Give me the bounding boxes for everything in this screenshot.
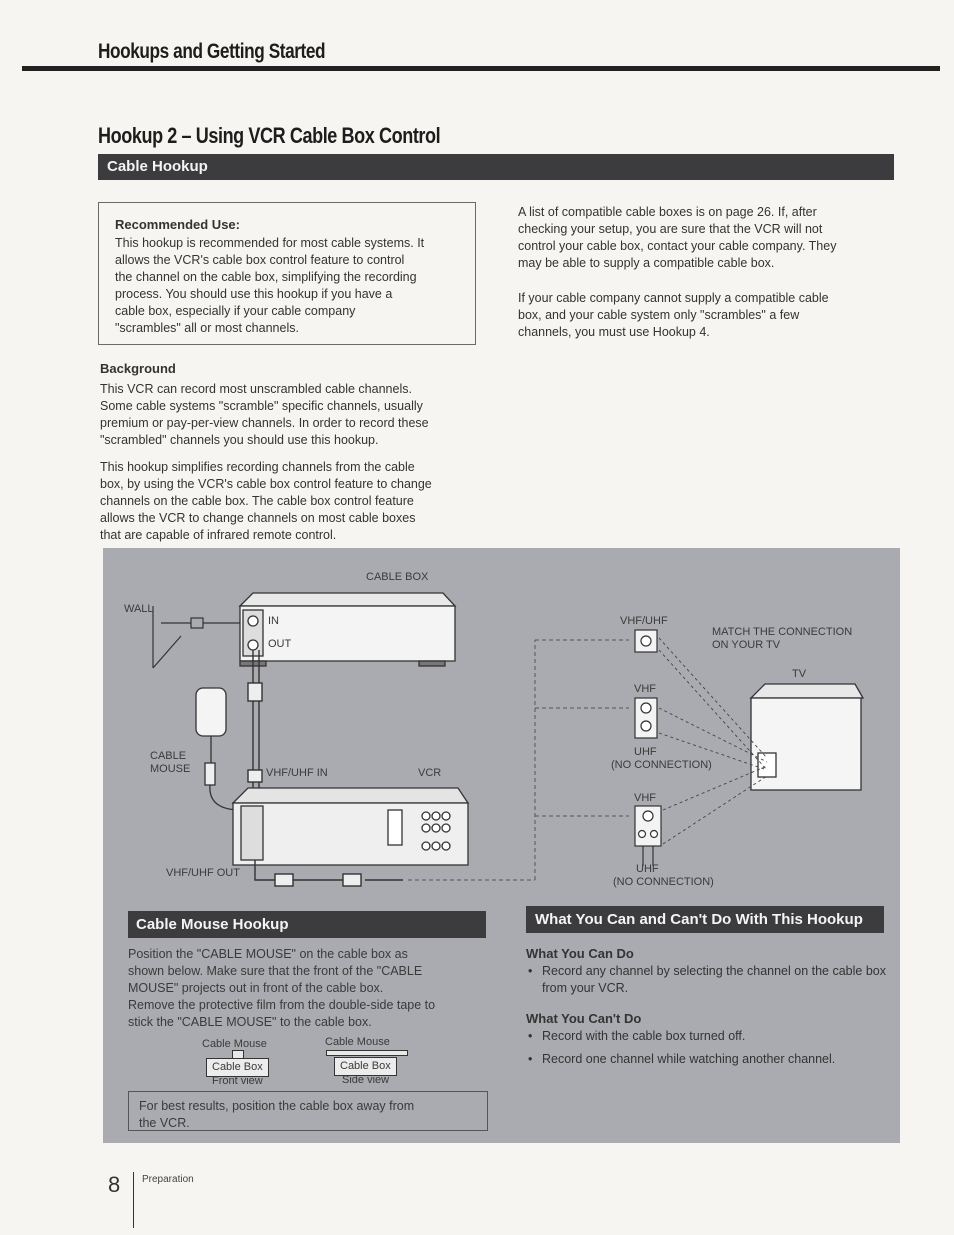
recommended-line: cable box, especially if your cable company — [115, 304, 356, 318]
list-item: • Record one channel while watching another channel. — [526, 1051, 896, 1068]
label-no-connection-b: (NO CONNECTION) — [613, 876, 714, 888]
label-in: IN — [268, 615, 279, 627]
page-number: 8 — [108, 1172, 121, 1197]
tip-box — [128, 1091, 488, 1131]
recommended-line: "scrambles" all or most channels. — [115, 321, 299, 335]
right-column — [518, 204, 898, 341]
label-vcr: VCR — [418, 767, 442, 779]
background-line: channels on the cable box. The cable box control feature — [100, 494, 414, 508]
background-line: box, by using the VCR's cable box control feature to change — [100, 477, 432, 491]
label-vhf-b: VHF — [634, 792, 656, 804]
hookup-diagram — [103, 548, 900, 908]
background-line: This hookup simplifies recording channels from the cable — [100, 460, 415, 474]
cant-list — [526, 1028, 896, 1068]
front-view-mouse-label: Cable Mouse — [202, 1038, 267, 1050]
tv-icon — [751, 684, 863, 790]
cable-mouse-line: shown below. Make sure that the front of the "CABLE — [128, 964, 423, 978]
background-heading: Background — [100, 361, 176, 376]
list-item: • Record with the cable box turned off. — [526, 1028, 896, 1045]
header-rule — [22, 66, 940, 71]
background-line: This VCR can record most unscrambled cable channels. — [100, 382, 412, 396]
label-match-line: ON YOUR TV — [712, 639, 781, 651]
footer-section: Preparation — [142, 1174, 194, 1185]
cable-mouse-text — [128, 946, 488, 1031]
right-line: channels, you must use Hookup 4. — [518, 325, 710, 339]
label-uhf-b: UHF — [636, 863, 659, 875]
background-line: that are capable of infrared remote control. — [100, 528, 337, 542]
label-vhf-uhf-in: VHF/UHF IN — [266, 767, 328, 779]
can-cant-title: What You Can and Can't Do With This Hookup — [535, 911, 863, 928]
label-out: OUT — [268, 638, 292, 650]
side-view-mouse-label: Cable Mouse — [325, 1036, 390, 1048]
recommended-line: This hookup is recommended for most cable systems. It — [115, 236, 425, 250]
cable-mouse-line: Position the "CABLE MOUSE" on the cable box as — [128, 947, 408, 961]
recommended-text — [115, 235, 475, 337]
vhf-terminal-icon — [635, 698, 657, 738]
running-header: Hookups and Getting Started — [98, 40, 326, 63]
label-cable-mouse-line: MOUSE — [150, 763, 191, 775]
background-line: allows the VCR to change channels on most cable boxes — [100, 511, 416, 525]
label-no-connection-a: (NO CONNECTION) — [611, 759, 712, 771]
right-line: If your cable company cannot supply a compatible cable — [518, 291, 829, 305]
can-cant-section — [526, 946, 896, 1074]
label-vhf-uhf-out: VHF/UHF OUT — [166, 867, 240, 879]
recommended-line: process. You should use this hookup if you have a — [115, 287, 393, 301]
cant-heading: What You Can't Do — [526, 1011, 642, 1026]
tip-text — [139, 1098, 477, 1132]
vhf-uhf-split-terminal-icon — [635, 806, 661, 866]
right-line: A list of compatible cable boxes is on page 26. If, after — [518, 205, 817, 219]
vhf-uhf-terminal-icon — [635, 630, 657, 652]
label-wall: WALL — [124, 603, 154, 615]
label-vhf-a: VHF — [634, 683, 656, 695]
front-view-box: Cable Box — [206, 1058, 269, 1077]
right-para-1 — [518, 204, 898, 272]
cable-mouse-hookup-title: Cable Mouse Hookup — [136, 916, 289, 933]
cable-hookup-bar-title: Cable Hookup — [107, 158, 208, 175]
label-match-line: MATCH THE CONNECTION — [712, 626, 853, 638]
right-para-2 — [518, 290, 898, 341]
cable-hookup-bar — [98, 154, 894, 180]
can-heading: What You Can Do — [526, 946, 634, 961]
recommended-heading: Recommended Use: — [115, 217, 240, 232]
right-line: checking your setup, you are sure that the VCR will not — [518, 222, 823, 236]
right-line: control your cable box, contact your cable company. They — [518, 239, 837, 253]
label-match-connection — [712, 626, 852, 652]
cable-mouse-line: MOUSE" projects out in front of the cable box. — [128, 981, 384, 995]
vcr-icon — [233, 788, 468, 865]
background-line: Some cable systems "scramble" specific channels, usually — [100, 399, 423, 413]
cable-mouse-line: Remove the protective film from the double-side tape to — [128, 998, 436, 1012]
label-cable-box: CABLE BOX — [366, 571, 429, 583]
recommended-use-box — [98, 202, 476, 345]
cable-mouse-hookup-bar — [128, 911, 486, 938]
background-para-1 — [100, 381, 480, 449]
right-line: may be able to supply a compatible cable box. — [518, 256, 775, 270]
recommended-line: the channel on the cable box, simplifying the recording — [115, 270, 417, 284]
footer-divider — [133, 1172, 134, 1228]
tip-line: the VCR. — [139, 1116, 190, 1130]
background-section — [100, 361, 480, 544]
can-list — [526, 963, 896, 997]
background-line: "scrambled" channels you should use this hookup. — [100, 433, 379, 447]
can-cant-bar — [526, 906, 884, 933]
label-cable-mouse-line: CABLE — [150, 750, 187, 762]
side-view-box: Cable Box — [334, 1057, 397, 1076]
cable-mouse-line: stick the "CABLE MOUSE" to the cable box. — [128, 1015, 372, 1029]
background-para-2 — [100, 459, 480, 544]
side-view-caption: Side view — [342, 1074, 390, 1086]
label-uhf-a: UHF — [634, 746, 657, 758]
right-line: box, and your cable system only "scrambles" a few — [518, 308, 800, 322]
label-tv: TV — [792, 668, 807, 680]
tip-line: For best results, position the cable box away from — [139, 1099, 415, 1113]
label-vhf-uhf: VHF/UHF — [620, 615, 668, 627]
wall-outlet-icon — [153, 606, 240, 668]
page-title: Hookup 2 – Using VCR Cable Box Control — [98, 123, 441, 148]
list-item: • Record any channel by selecting the channel on the cable box from your VCR. — [526, 963, 896, 997]
side-view-mouse-shape — [326, 1050, 408, 1056]
label-cable-mouse — [150, 750, 190, 776]
cable-box-icon — [240, 593, 455, 666]
recommended-line: allows the VCR's cable box control feature to control — [115, 253, 405, 267]
cable-mouse-icon — [196, 688, 241, 810]
background-line: premium or pay-per-view channels. In order to record these — [100, 416, 429, 430]
front-view-caption: Front view — [212, 1075, 263, 1087]
